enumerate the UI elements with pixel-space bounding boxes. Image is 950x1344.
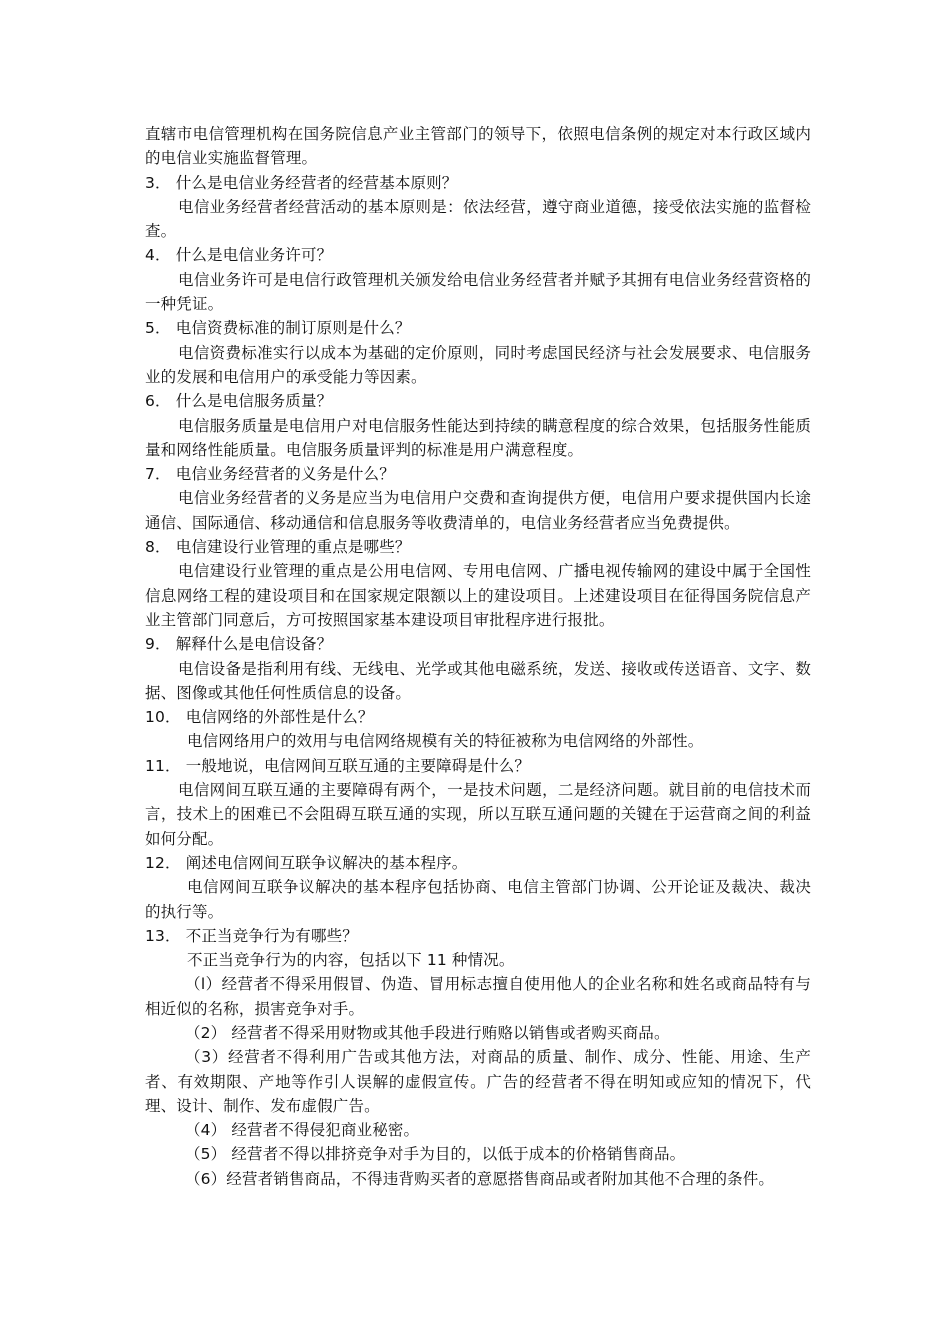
answer-3: 电信业务经营者经营活动的基本原则是：依法经营，遵守商业道德，接受依法实施的监督检查。 bbox=[145, 197, 811, 241]
list-item: （3）经营者不得利用广告或其他方法，对商品的质量、制作、成分、性能、用途、生产者、有效期限、产地等作引人误解的虚假宣传。广告的经营者不得在明知或应知的情况下，代理、设计、制作、发布虚假广告。 bbox=[145, 1048, 811, 1115]
question-6: 6． 什么是电信服务质量？ bbox=[145, 392, 333, 411]
question-9: 9． 解释什么是电信设备？ bbox=[145, 635, 333, 654]
question-5: 5． 电信资费标准的制订原则是什么？ bbox=[145, 319, 411, 338]
answer-5: 电信资费标准实行以成本为基础的定价原则，同时考虑国民经济与社会发展要求、电信服务业的发展和电信用户的承受能力等因素。 bbox=[145, 343, 811, 386]
list-item: （2） 经营者不得采用财物或其他手段进行贿赂以销售或者购买商品。 bbox=[185, 1023, 670, 1042]
answer-7: 电信业务经营者的义务是应当为电信用户交费和查询提供方便，电信用户要求提供国内长途通信、国际通信、移动通信和信息服务等收费清单的，电信业务经营者应当免费提供。 bbox=[145, 489, 811, 532]
question-7: 7． 电信业务经营者的义务是什么？ bbox=[145, 465, 395, 484]
question-13: 13． 不正当竞争行为有哪些？ bbox=[145, 926, 358, 945]
question-11: 11． 一般地说，电信网间互联互通的主要障碍是什么？ bbox=[145, 756, 531, 775]
body-paragraph: 直辖市电信管理机构在国务院信息产业主管部门的领导下，依照电信条例的规定对本行政区域内的电信业实施监督管理。 bbox=[145, 125, 811, 168]
document-page bbox=[145, 122, 811, 1191]
answer-11: 电信网间互联互通的主要障碍有两个，一是技术问题，二是经济问题。就目前的电信技术而言，技术上的困难已不会阻碍互联互通的实现，所以互联互通问题的关键在于运营商之间的利益如何分配。 bbox=[145, 781, 811, 848]
answer-8: 电信建设行业管理的重点是公用电信网、专用电信网、广播电视传输网的建设中属于全国性信息网络工程的建设项目和在国家规定限额以上的建设项目。上述建设项目在征得国务院信息产业主管部门同意后，方可按照国家基本建设项目审批程序进行报批。 bbox=[145, 562, 811, 629]
list-item: （4） 经营者不得侵犯商业秘密。 bbox=[185, 1121, 420, 1140]
list-item: （l）经营者不得采用假冒、伪造、冒用标志擅自使用他人的企业名称和姓名或商品特有与相近似的名称，损害竞争对手。 bbox=[145, 975, 811, 1018]
list-item: （6）经营者销售商品，不得违背购买者的意愿搭售商品或者附加其他不合理的条件。 bbox=[185, 1169, 775, 1188]
answer-6: 电信服务质量是电信用户对电信服务性能达到持续的瞒意程度的综合效果，包括服务性能质量和网络性能质量。电信服务质量评判的标准是用户满意程度。 bbox=[145, 416, 811, 459]
question-4: 4． 什么是电信业务许可？ bbox=[145, 246, 333, 265]
answer-10: 电信网络用户的效用与电信网络规模有关的特征被称为电信网络的外部性。 bbox=[187, 732, 704, 751]
question-10: 10． 电信网络的外部性是什么？ bbox=[145, 708, 374, 727]
question-3: 3． 什么是电信业务经营者的经营基本原则？ bbox=[145, 173, 458, 192]
list-item: （5） 经营者不得以排挤竞争对手为目的，以低于成本的价格销售商品。 bbox=[185, 1145, 686, 1164]
answer-9: 电信设备是指利用有线、无线电、光学或其他电磁系统，发送、接收或传送语音、文字、数据、图像或其他任何性质信息的设备。 bbox=[145, 659, 811, 702]
question-8: 8． 电信建设行业管理的重点是哪些？ bbox=[145, 538, 411, 557]
question-12: 12． 阐述电信网间互联争议解决的基本程序。 bbox=[145, 853, 468, 872]
answer-13-intro: 不正当竞争行为的内容，包括以下 11 种情况。 bbox=[187, 951, 515, 970]
answer-4: 电信业务许可是电信行政管理机关颁发给电信业务经营者并赋予其拥有电信业务经营资格的一种凭证。 bbox=[145, 270, 811, 314]
answer-12: 电信网间互联争议解决的基本程序包括协商、电信主管部门协调、公开论证及裁决、裁决的执行等。 bbox=[145, 878, 811, 921]
